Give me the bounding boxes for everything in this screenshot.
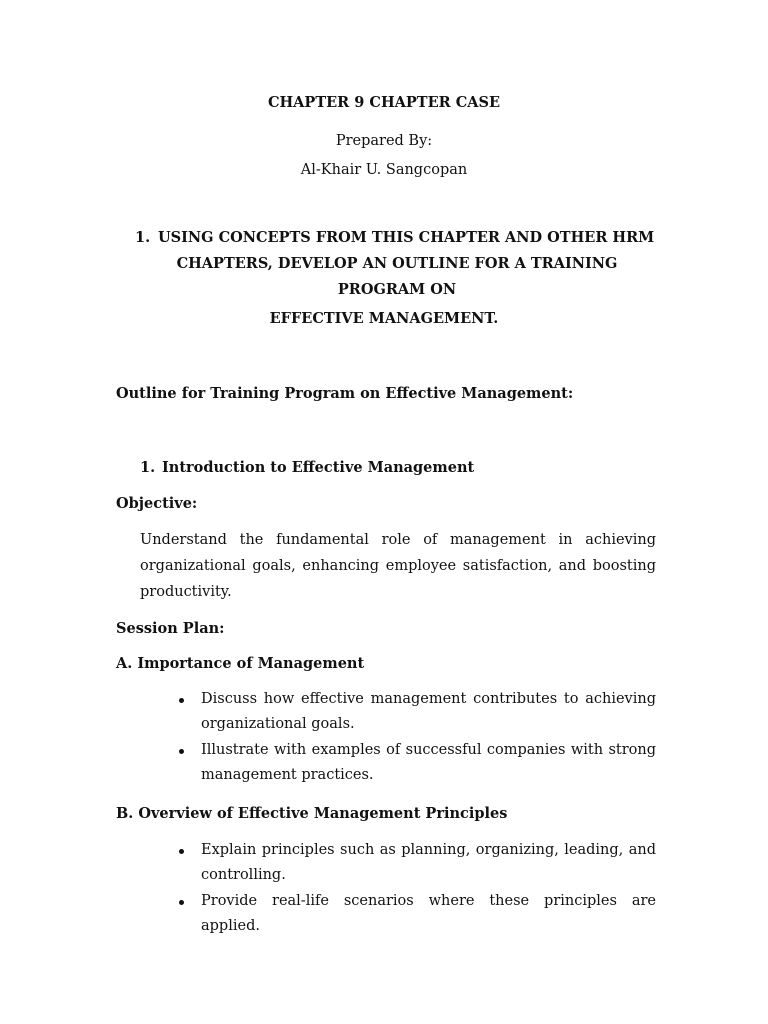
list-item-text: Provide real-life scenarios where these principles are applied. [201, 893, 656, 934]
session-plan-label: Session Plan: [116, 620, 225, 637]
section-number: 1. [140, 459, 156, 476]
list-item-text: Explain principles such as planning, organizing, leading, and controlling. [201, 842, 656, 883]
question-line-4: EFFECTIVE MANAGEMENT. [269, 310, 499, 327]
objective-text: Understand the fundamental role of management in achieving organizational goals, enhancing employee satisfaction, and boosting productivity. [140, 532, 656, 600]
question-line-3: PROGRAM ON [337, 281, 457, 298]
question-number: 1. [135, 229, 151, 246]
list-item [176, 838, 656, 888]
subsection-a-bullets [176, 687, 656, 789]
bullet-icon [179, 698, 184, 703]
question-line-2: CHAPTERS, DEVELOP AN OUTLINE FOR A TRAINING [176, 255, 618, 272]
list-item-text: Illustrate with examples of successful companies with strong management practices. [201, 742, 656, 783]
bullet-icon [179, 749, 184, 754]
list-item [176, 889, 656, 939]
author-name: Al-Khair U. Sangcopan [300, 162, 468, 178]
document-title: CHAPTER 9 CHAPTER CASE [267, 94, 501, 111]
objective-label: Objective: [116, 495, 198, 512]
subsection-b-heading: B. Overview of Effective Management Principles [116, 805, 508, 822]
section-title: Introduction to Effective Management [162, 459, 475, 476]
list-item [176, 687, 656, 737]
subsection-b-bullets [176, 838, 656, 940]
prepared-by-label: Prepared By: [335, 133, 433, 149]
question-line-1: USING CONCEPTS FROM THIS CHAPTER AND OTHER HRM [158, 229, 655, 246]
subsection-a-heading: A. Importance of Management [116, 655, 365, 672]
bullet-icon [179, 849, 184, 854]
bullet-icon [179, 900, 184, 905]
outline-heading: Outline for Training Program on Effective Management: [116, 385, 574, 402]
list-item-text: Discuss how effective management contributes to achieving organizational goals. [201, 691, 656, 732]
list-item [176, 738, 656, 788]
